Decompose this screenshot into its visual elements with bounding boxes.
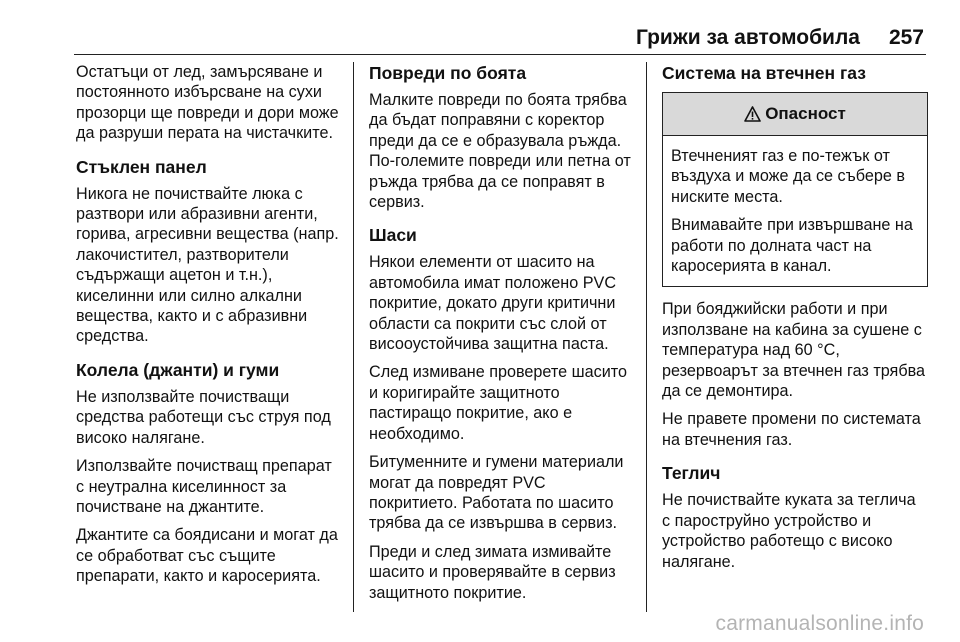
glass-panel-heading: Стъклен панел [76, 156, 207, 177]
towbar-text: Не почиствайте куката за теглича с пароструйно устройство и устройство работещо с високо налягане. [662, 491, 916, 571]
paint-damage-heading: Повреди по боята [369, 63, 527, 83]
danger-paragraph-1: Втечненият газ е по-тежък от въздуха и може да се събере в ниските места. [671, 147, 905, 206]
chassis-heading: Шаси [369, 225, 417, 246]
lpg-system-heading: Система на втечнен газ [662, 63, 866, 83]
column-1 [76, 62, 342, 595]
wheels-paragraph-2: Използвайте почистващ препарат с неутрална киселинност за почистване на джантите. [76, 457, 332, 516]
towbar-heading: Теглич [662, 463, 721, 484]
wipers-paragraph: Остатъци от лед, замърсяване и постоянното избърсване на сухи прозорци ще повреди и дори може да разруши перата на чистачките. [76, 63, 339, 143]
glass-panel-text: Никога не почиствайте люка с разтвори или абразивни агенти, горива, агресивни вещества (напр. лакочистител, разтворители съдържащи ацетон и т.н.), киселинни или силно алкални вещества, както и с абразивни средства. [76, 184, 339, 346]
danger-box-header [663, 93, 927, 136]
column-divider-2 [646, 62, 647, 612]
danger-title: Опасност [765, 103, 846, 123]
watermark: carmanualsonline.info [715, 612, 924, 635]
page-header [0, 0, 960, 56]
lpg-paragraph-2: Не правете промени по системата на втечнения газ. [662, 410, 921, 449]
column-2 [369, 62, 635, 611]
column-3 [662, 62, 928, 580]
paint-damage-text: Малките повреди по боята трябва да бъдат поправяни с коректор преди да се е образувала ръжда. По-големите повреди или петна от ръжда трябва да се поправят в сервиз. [369, 91, 631, 212]
danger-box-body [663, 136, 927, 286]
chapter-title: Грижи за автомобила [635, 26, 860, 49]
column-divider-1 [353, 62, 354, 612]
wheels-heading: Колела (джанти) и гуми [76, 359, 280, 380]
danger-paragraph-2: Внимавайте при извършване на работи по долната част на каросерията в канал. [671, 216, 913, 276]
page-number: 257 [888, 26, 924, 49]
header-rule [74, 54, 926, 55]
wheels-paragraph-3: Джантите са боядисани и могат да се обработват със същите препарати, както и каросерията. [76, 526, 338, 586]
chassis-paragraph-1: Някои елементи от шасито на автомобила имат положено PVC покритие, докато други критични области са покрити със слой от висооустойчива защитна паста. [369, 253, 617, 354]
chassis-paragraph-3: Битуменните и гумени материали могат да повредят PVC покритието. Работата по шасито трябва да се извършва в сервиз. [369, 453, 624, 533]
warning-triangle-icon [744, 106, 761, 122]
wheels-paragraph-1: Не използвайте почистващи средства работещи със струя под високо налягане. [76, 387, 331, 447]
chassis-paragraph-4: Преди и след зимата измивайте шасито и проверявайте в сервиз защитното покритие. [369, 542, 616, 602]
lpg-paragraph-1: При бояджийски работи и при използване на кабина за сушене с температура над 60 °С, резервоарът за втечнен газ трябва да се демонтира. [662, 300, 926, 401]
danger-box [662, 92, 928, 287]
chassis-paragraph-2: След измиване проверете шасито и коригирайте защитното пастиращо покритие, ако е необходимо. [369, 363, 627, 443]
